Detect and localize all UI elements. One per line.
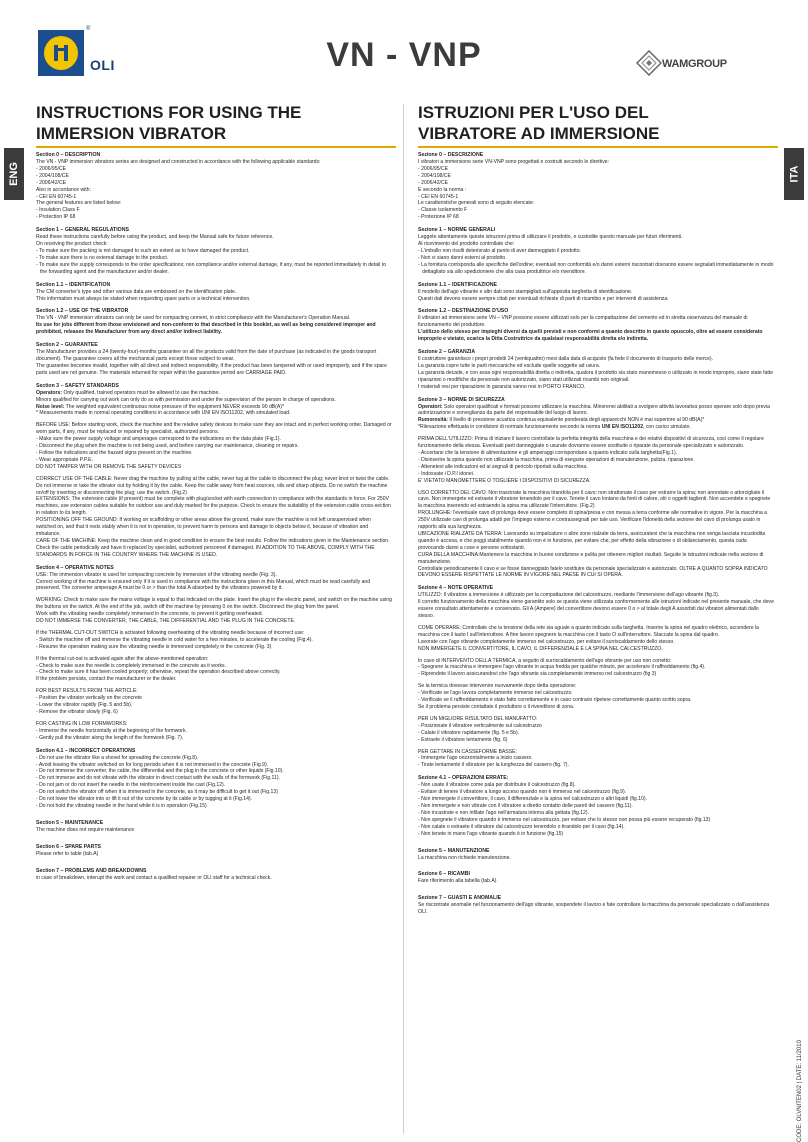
- eng-section-6: [36, 844, 392, 858]
- paragraph: BEFORE USE: Before starting work, check the machine and the relative safety devices to make sure they are intact and in perfect working order. Damaged or worn parts, if any, must be replaced or repaired by specialist, authorized persons.: [36, 422, 392, 436]
- list: [418, 664, 774, 678]
- list-item: - Immerse the needle horizontally at the beginning of the formwork.: [36, 728, 392, 735]
- eng-section-0: [36, 152, 392, 221]
- ita-section-1-2: [418, 308, 774, 343]
- eng-heading: [36, 102, 396, 144]
- list: [36, 663, 392, 677]
- list: [418, 207, 774, 221]
- list-item: - Riprendete il lavoro assicurandovi che l'ago vibrante sia completamente immerso nel calcestruzzo (fig 3): [418, 671, 774, 678]
- section-title: Section 7 – PROBLEMS AND BREAKDOWNS: [36, 867, 147, 874]
- ita-section-2: [418, 349, 774, 391]
- ita-section-3: [418, 397, 774, 580]
- list-item: - L'imballo non risulti deteriorato al punto di aver danneggiato il prodotto.: [418, 248, 774, 255]
- paragraph: [418, 417, 774, 424]
- list-item: - Make sure the power supply voltage and amperages correspond to the indications on the data plate (Fig.1).: [36, 436, 392, 443]
- section-title: Section 0 – DESCRIPTION: [36, 152, 101, 158]
- ita-section-5: [418, 848, 774, 862]
- list: [36, 166, 392, 187]
- list-item: - Do not switch the vibrator off when it is immersed in the concrete, as it may be difficult to get it out (Fig.13): [36, 789, 392, 796]
- list-item: - 2006/42/CE: [418, 180, 774, 187]
- list-item: - Immergete l'ago orizzontalmente a inizio cassero.: [418, 755, 774, 762]
- list-item: - Disinserire la spina quando non utilizzate la macchina, prima di eseguire operazioni di manutenzione, pulizia, riparazione.: [418, 457, 774, 464]
- list: [36, 436, 392, 464]
- list-item: - Indossate i D.P.I idonei.: [418, 471, 774, 478]
- paragraph: Please refer to table (tab.A): [36, 850, 99, 857]
- paragraph: CORRECT USE OF THE CABLE: Never drag the machine by pulling at the cable, never tug at the cable to disconnect the plug; never knot or twist the cable. Do not immerse or take the vibrator out by holding it by the cable. Keep the cable away from heat sources, oils and sharp objects. Do no switch the machine on/off by inserting or disconnecting the plug; use the switch. (Fig.2): [36, 475, 390, 496]
- paragraph: POSITIONING OFF THE GROUND: If working on scaffolding or other areas above the ground, make sure the machine is not left unsupervised when switched on, and that it rests stably when it is not in operation, to prevent harm to persons and damage to objects below it, because of vibration and imbalance.: [36, 517, 372, 537]
- list-item: - Tirate lentamente il vibratore per la lunghezza del cassero (fig. 7).: [418, 762, 774, 769]
- paragraph: If the thermal cut-out is activated again after the above-mentioned operation:: [36, 655, 209, 662]
- list-item: - Non calate o estraete il vibratore dal calcestruzzo tenendolo o tirandolo per il cavo (fig.14).: [418, 824, 774, 831]
- section-title: Section 1.2 – USE OF THE VIBRATOR: [36, 308, 129, 315]
- list-item: - To make sure the supply corresponds to the order specifications; non compliance and/or external damage, if any, must be reported immediately in detail to the forwarding agent and the manufacturer and/or dealer.: [36, 262, 392, 276]
- list-item: - Posizionate il vibratore verticalmente sul calcestruzzo: [418, 723, 774, 730]
- section-title: Sezione 5 – MANUTENZIONE: [418, 847, 490, 854]
- label: Operators:: [36, 389, 63, 396]
- list-item: - Accertarsi che la tensione di alimentazione e gli amperaggi corrispondano a quanto indicato sulla targhetta(Fig.1).: [418, 450, 774, 457]
- list-item: - Verificate se l'ago lavora completamente immerso nel calcestruzzo.: [418, 690, 774, 697]
- list-item: - Remove the vibrator slowly (Fig. 6): [36, 709, 392, 716]
- paragraph: Read these instructions carefully before using the product, and keep the Manual safe for future reference.: [36, 234, 274, 241]
- column-divider: [403, 104, 404, 1134]
- paragraph: La garanzia copre tutte le parti meccaniche ed esclude quelle soggette ad usura.: [418, 362, 601, 369]
- paragraph: Il costruttore garantisce i propri prodotti 24 (ventiquattro) mesi dalla data di acquisto (fa fede il documento di trasporto delle merce).: [418, 356, 714, 363]
- paragraph: The Manufacturer provides a 24 (twenty-four)-months guarantee on all the products valid from the date of purchase (as indicated in the goods transport document). The guarantee covers all the mechanical parts except those subject to wear.: [36, 349, 377, 363]
- list: [36, 637, 392, 651]
- list-item: - Non incastrate e non infilate l'ago nell'armatura interna alla gettata (fig.12).: [418, 810, 774, 817]
- eng-language-tab-label: ENG: [8, 162, 20, 186]
- section-title: Sezione 3 – NORME DI SICUREZZA: [418, 396, 505, 403]
- paragraph: I vibratori a immersione serie VN-VNP sono progettati e costruiti secondo le direttive:: [418, 159, 610, 165]
- eng-heading-line-1: INSTRUCTIONS FOR USING THE: [36, 103, 302, 122]
- ita-section-1: [418, 227, 774, 275]
- paragraph: In caso di INTERVENTO DELLA TERMICA, a seguito di surriscaldamento dell'ago vibrante per uso non corretto:: [418, 657, 672, 664]
- paragraph: Also in accordance with:: [36, 186, 91, 193]
- paragraph: UBICAZIONE RIALZATE DA TERRA: Lavorando su impalcature o altre zone rialzate da terra, assicuratevi che la macchina non venga lasciata incustodita quando è accesa, e che poggi stabilmente quando non è in funzione, per evitare che, per effetto della vibrazione o di sbilanciamento, questa cada provocando danni a cose e persone sottostanti.: [418, 530, 766, 551]
- paragraph: FOR CASTING IN LOW FORMWORKS:: [36, 720, 128, 727]
- list-item: - Non vi siano danni esterni al prodotto.: [418, 255, 774, 262]
- list: [36, 207, 392, 221]
- paragraph: * Measurements made in normal operating conditions in accordance with UNI EN ISO11202, with simulated load.: [36, 410, 291, 417]
- paragraph: The general features are listed below:: [36, 200, 122, 207]
- label: Operatori:: [418, 403, 443, 410]
- section-title: Section 1.1 – IDENTIFICATION: [36, 281, 111, 288]
- list-item: - Estraete il vibratore lentamente (fig. 6): [418, 737, 774, 744]
- paragraph: PER UN MIGLIORE RISULTATO DEL MANUFATTO:: [418, 715, 538, 722]
- ita-language-tab-label: ITA: [788, 165, 800, 183]
- list-item: - Wear appropriate P.P.E.: [36, 457, 392, 464]
- list: [418, 690, 774, 704]
- label: Noise level:: [36, 403, 65, 410]
- paragraph: Le caratteristiche generali sono di seguito elencate:: [418, 200, 535, 207]
- paragraph: PROLUNGHE: l'eventuale cavo di prolunga deve essere completo di spina/presa e con messa a terra conforme alle normative in vigore. Per la macchina a 250V utilizzate cavi di prolunga adatti per l'impiego esterno e contrassegnati per tale uso. Verificare l'idoneità della sezione del cavo di prolunga usato in rapporto alla sua lunghezza.: [418, 510, 767, 531]
- eng-section-1-1: [36, 282, 392, 303]
- list-item: - 2006/42/CE: [36, 180, 392, 187]
- list-item: - Do not lower the vibrator into or lift it out of the concrete by its cable or by tugging at it (Fig.14).: [36, 796, 392, 803]
- paragraph: UTILIZZO: Il vibratore a immersione è utilizzato per la compattazione del calcestruzzo, mediante l'immersione dell'ago vibrante (fig.3).: [418, 592, 720, 599]
- list-item: - Non spegnete il vibratore quando è immerso nel calcestruzzo, per evitare che lo stesso non possa più essere recuperato (fig.13): [418, 817, 774, 824]
- list: [36, 755, 392, 810]
- paragraph: COME OPERARE: Controllate che la tensione della rete sia uguale a quanto indicato sulla targhetta. Inserire la spina nel quadro elettrico, accendere la macchina con il tasto I sull'interruttore. A fine lavoro spegnere la macchina con il tasto O sull'interruttore. Staccate la spina dal quadro.: [418, 624, 759, 638]
- list-item: - 2006/95/CE: [418, 166, 774, 173]
- paragraph: PRIMA DELL'UTILIZZO: Prima di iniziare il lavoro controllate la perfetta integrità della macchina e dei relativi dispositivi di sicurezza, così come il regolare funzionamento della stessa. Eventuali parti danneggiate o usurate dovranno essere sostituite o riparate da personale specializzato e autorizzato.: [418, 436, 764, 450]
- list: [36, 248, 392, 276]
- text: Solo operatori qualificati e formati possono utilizzare la macchina. Minorenni abilitati a svolgere attività lavorativa posso operare solo dopo previa autorizzazione e sorveglianza da parte del responsabile del luogo di lavoro.: [418, 403, 770, 417]
- paragraph: [36, 404, 392, 411]
- ita-heading: [418, 102, 778, 144]
- eng-section-2: [36, 342, 392, 377]
- list: [36, 194, 392, 201]
- list-item: - Spegnere la macchina e immergere l'ago vibrante in acqua fredda per qualche minuto, per accelerare il raffreddamento (fig.4).: [418, 664, 774, 671]
- ita-section-1-1: [418, 282, 774, 303]
- eng-section-7: [36, 868, 392, 882]
- paragraph: Al ricevimento del prodotto controllate che:: [418, 241, 515, 248]
- paragraph: L'utilizzo dello stesso per impieghi diversi da quelli previsti e non conformi a quanto descritto in questo opuscolo, oltre ad essere considerato improprio e vietato, scarica la Ditta Costruttrice da qualsiasi responsabilità diretta e/o indiretta.: [418, 329, 763, 343]
- wamgroup-logo-text: WAMGROUP: [662, 58, 727, 70]
- paragraph: La garanzia decade, e con essa ogni responsabilità diretta o indiretta, qualora il prodotto sia stato manomesso o utilizzato in modo improprio, siano state fatte riparazioni o modifiche da personale non autorizzato, siano stati utilizzati ricambi non originali.: [418, 369, 774, 383]
- paragraph: Se la termica dovesse intervenire nuovamente dopo detta operazione:: [418, 683, 577, 690]
- section-title: Section 1 – GENERAL REGULATIONS: [36, 227, 129, 234]
- list-item: - Resume the operation making sure the vibrating needle is immersed completely in the concrete (Fig. 3): [36, 644, 392, 651]
- paragraph: Se il problema persiste contattate il produttore o il rivenditore di zona.: [418, 704, 575, 710]
- paragraph: On receiving the product check:: [36, 241, 108, 248]
- list-item: - Do not hold the vibrating needle in the hand while it is in operation (Fig.15): [36, 803, 392, 810]
- list-item: - Non immergete e non vibrate con il vibratore a diretto contatto delle pareti del cassero (fig.11).: [418, 803, 774, 810]
- paragraph: Controllate periodicamente il cavo e se fosse danneggiato fatelo sostituire da personale specializzato e autorizzato. OLTRE A QUANTO SOPRA INDICATO DEVONO ESSERE RISPETTATE LE NORME IN VIGORE NEL PAESE IN CUI SI OPERA.: [418, 565, 768, 579]
- section-title: Sezione 2 – GARANZIA: [418, 349, 476, 356]
- section-title: Sezione 4.1 – OPERAZIONI ERRATE:: [418, 775, 509, 782]
- list-item: - Do not immerse and do not vibrate with the vibrator in direct contact with the walls of the formwork (Fig.11).: [36, 775, 392, 782]
- paragraph: The machine does not require maintenance: [36, 826, 135, 833]
- list-item: - Follow the indications and the hazard signs present on the machine.: [36, 450, 392, 457]
- section-title: Sezione 7 – GUASTI E ANOMALIE: [418, 895, 502, 902]
- label: Rumorosità:: [418, 417, 448, 424]
- paragraph: USO CORRETTO DEL CAVO: Non trascinate la macchina tirandola per il cavo; non strattonate il cavo per estrarre la spina; non annodate o attorcigliate il cavo. Non immergete ed estraete il vibratore tenendolo per il cavo. Tenete il cavo lontano da fonti di calore, olii o oggetti taglienti. Non accendete e spegnete la macchina inserendo ed estraendo la spina ma utilizzate l'interruttore. (Fig.2): [418, 489, 771, 510]
- list-item: - Attenetevi alle indicazioni ed ai segnali di pericolo riportati sulla macchina.: [418, 464, 774, 471]
- list-item: - La fornitura corrisponda alle specifiche dell'ordine; eventuali non conformità e/o danni esterni riscontrati dovranno essere segnalati immediatamente in modo dettagliato sia allo spedizioniere che alla casa produttrice e/o rivenditore.: [418, 262, 774, 276]
- paragraph: Work with the vibrating needle completely immersed in the concrete, to prevent it getting overheated.: [36, 611, 263, 618]
- list-item: - 2006/95/CE: [36, 166, 392, 173]
- section-title: Sezione 1.2 – DESTINAZIONE D'USO: [418, 308, 509, 315]
- ita-section-4: [418, 585, 774, 769]
- paragraph: If the THERMAL CUT-OUT SWITCH is activated following overheating of the vibrating needle because of incorrect use:: [36, 629, 305, 636]
- list-item: - To make sure the packing is not damaged to such an extent as to have damaged the product.: [36, 248, 392, 255]
- ita-section-4-1: [418, 775, 774, 837]
- list-item: - Do not use the vibrator like a shovel for spreading the concrete (Fig.8).: [36, 755, 392, 762]
- section-title: Sezione 1 – NORME GENERALI: [418, 227, 496, 234]
- list-item: - CEI EN 60745-1: [36, 194, 392, 201]
- section-title: Section 5 – MAINTENANCE: [36, 819, 104, 826]
- list-item: - 2004/108/CE: [36, 173, 392, 180]
- ita-section-7: [418, 895, 774, 916]
- text: Only qualified, trained operators must be allowed to use the machine.: [63, 389, 220, 396]
- paragraph: DO NOT IMMERSE THE CONVERTER, THE CABLE, THE DIFFERENTIAL AND THE PLUG IN THE CONCRETE.: [36, 618, 296, 625]
- document-code: CODE: OLVNITEN02 | DATE: 11/2010: [797, 1040, 803, 1142]
- list-item: - Check to make sure it has been cooled properly; otherwise, repeat the operation described above correctly.: [36, 669, 392, 676]
- ita-column: [418, 152, 774, 916]
- eng-section-3: [36, 383, 392, 559]
- ita-section-6: [418, 871, 774, 885]
- list-item: - Insulation Class F: [36, 207, 392, 214]
- paragraph: Its use for jobs different from those envisioned and non-conform to that described in this booklet, as well as being considered improper and prohibited, releases the Manufacturer from any direct and/or indirect liability.: [36, 322, 376, 336]
- eng-section-1: [36, 227, 392, 275]
- section-title: Sezione 1.1 – IDENTIFICAZIONE: [418, 281, 497, 288]
- paragraph: [36, 390, 392, 397]
- paragraph: The VN - VNP immersion vibrators can only be used for compacting cement, in strict compliance with the Manufacturer's Operation Manual.: [36, 315, 351, 322]
- paragraph: [418, 404, 774, 418]
- paragraph: Questi dati devono essere sempre citati per eventuali richieste di parti di ricambio e per interventi di assistenza.: [418, 295, 669, 302]
- list-item: - Position the vibrator vertically on the concrete: [36, 695, 392, 702]
- paragraph: Il vibratori ad immersione serie VN – VNP possono essere utilizzati solo per la compattazione del cemento ed in stretta osservanza del manuale di funzionamento del produttore.: [418, 315, 748, 329]
- list-item: - Protezione IP 68: [418, 214, 774, 221]
- paragraph: [418, 424, 774, 431]
- list-item: - Verificate se il raffreddamento è stato fatto correttamente e in caso contrario ripetere correttamente quanto scritto sopra.: [418, 697, 774, 704]
- section-title: Section 4 – OPERATIVE NOTES: [36, 564, 114, 571]
- paragraph: CARE OF THE MACHINE: Keep the machine clean and in good condition to ensure the best results. Follow the indications given in the Maintenance section. Check the cable periodically and have it replaced by specialist, authorized personnel if damaged. IN ADDITION TO THE ABOVE, COMPLY WITH THE STANDARDS IN FORCE IN THE COUNTRY WHERE THE MACHINE IS USED.: [36, 537, 390, 558]
- paragraph: La macchina non richiede manutenzione.: [418, 854, 511, 861]
- paragraph: I materiali resi per riparazione in garanzia vanno resi in PORTO FRANCO.: [418, 383, 586, 390]
- list-item: - To make sure there is no external damage to the product.: [36, 255, 392, 262]
- oli-logo-text: OLI: [90, 57, 115, 73]
- list-item: - Non tenete in mano l'ago vibrante quando è in funzione (fig.15): [418, 831, 774, 838]
- paragraph: CURA DELLA MACCHINA:Mantenere la macchina in buone condizione e pulita per ottenere migliori risultati. Seguite le istruzioni indicate nella sezione di manutenzione.: [418, 551, 764, 565]
- section-title: Section 4.1 – INCORRECT OPERATIONS: [36, 747, 136, 754]
- eng-section-1-2: [36, 308, 392, 336]
- list: [418, 723, 774, 744]
- list-item: - Non usate il vibratore come pala per distribuire il calcestruzzo (fig.8).: [418, 782, 774, 789]
- text: *Rilevazione effettuata in condizioni di normale funzionamento secondo la norma: [418, 424, 602, 431]
- paragraph: E' VIETATO MANOMETTERE O TOGLIERE I DISPOSITIVI DI SICUREZZA.: [418, 477, 591, 484]
- list: [418, 450, 774, 478]
- section-title: Section 3 – SAFETY STANDARDS: [36, 382, 119, 389]
- list: [418, 194, 774, 201]
- paragraph: WORKING: Check to make sure the mains voltage is equal to that indicated on the plate. Insert the plug in the electric panel, and switch on the machine using the buttons on the switch. At the end of the job, switch off the machine by pressing 0 on the switch. Disconnect the plug from the panel.: [36, 597, 392, 611]
- ita-heading-line-1: ISTRUZIONI PER L'USO DEL: [418, 103, 649, 122]
- paragraph: Minors qualified for carrying out work can only do so with permission and under the supervision of the person in charge of operations.: [36, 396, 336, 403]
- paragraph: Leggete attentamente queste istruzioni prima di utilizzare il prodotto, e custodite questo manuale per futuri riferimenti.: [418, 234, 683, 241]
- list-item: - Disconnect the plug when the machine is not being used, and before carrying our maintenance, cleaning or repairs.: [36, 443, 392, 450]
- eng-section-5: [36, 820, 392, 834]
- paragraph: Il corretto funzionamento della macchina viene garantito solo se questa viene utilizzata conformemente alle istruzioni indicate nel presente manuale, che deve essere consultato attentamente e conservato. Gli A (Ampere) del convertitore devono essere 0 o > al totale degli A assorbiti dai vibratori alimentati dallo stesso.: [418, 599, 774, 620]
- list-item: - 2004/108/CE: [418, 173, 774, 180]
- list-item: - Avoid leaving the vibrator switched on for long periods when it is not immersed in the concrete (Fig.9).: [36, 762, 392, 769]
- paragraph: The guarantee becomes invalid, together with all direct and indirect responsibility, if the product has been tampered with or used improperly, and if the spare parts used are not genuine. The materials returned for repair within the guarantee period are CARRIAGE PAID.: [36, 362, 387, 376]
- paragraph: DO NOT TAMPER WITH OR REMOVE THE SAFETY DEVICES: [36, 463, 182, 470]
- list-item: - Evitare di tenere il vibratore a lungo acceso quando non è immerso nel calcestruzzo (fig.9).: [418, 789, 774, 796]
- section-title: Sezione 4 – NOTE OPERATIVE: [418, 585, 494, 592]
- paragraph: Fare riferimento alla tabella (tab.A): [418, 878, 497, 885]
- list-item: - Do not immerse the converter, the cable, the differential and the plug in the concrete or other liquids (Fig.10).: [36, 768, 392, 775]
- ita-heading-line-2: VIBRATORE AD IMMERSIONE: [418, 124, 660, 143]
- ita-language-tab: [784, 148, 804, 200]
- list-item: - CEI EN 60745-1: [418, 194, 774, 201]
- standard-code: UNI EN ISO11202: [601, 424, 644, 431]
- eng-heading-line-2: IMMERSION VIBRATOR: [36, 124, 227, 143]
- text: The weighted equivalent continuous noise pressure of the equipment NEVER exceeds 90 dB(A)*: [65, 403, 284, 410]
- paragraph: The CM converter's type and other various data are embossed on the identification plate.: [36, 288, 237, 295]
- list-item: - Check to make sure the needle is completely immersed in the concrete as it works.: [36, 663, 392, 670]
- section-title: Sezione 6 – RICAMBI: [418, 871, 470, 878]
- list-item: - Calate il vibratore rapidamente (fig. 5 e 5b).: [418, 730, 774, 737]
- list-item: - Do not jam or do not insert the needle in the reinforcement inside the cast (Fig.12).: [36, 782, 392, 789]
- list-item: - Classe isolamento F: [418, 207, 774, 214]
- paragraph: This information must always be stated when requesting spare parts or a technical intervention.: [36, 295, 251, 302]
- paragraph: PER GETTARE IN CASSEFORME BASSE:: [418, 748, 517, 755]
- list-item: - Gently pull the vibrator along the length of the formwork (Fig. 7).: [36, 735, 392, 742]
- registered-mark: ®: [86, 26, 91, 32]
- paragraph: Correct working of the machine is ensured only if it is used in compliance with the instructions given in this Manual, which must be read carefully and preserved. The converter amperage A must be 0 or > than the total A absorbed by the vibrators powered by it.: [36, 578, 371, 592]
- list: [418, 755, 774, 769]
- list-item: - Lower the vibrator rapidly (Fig. 5 and 5b).: [36, 702, 392, 709]
- wamgroup-logo-icon: [636, 50, 662, 76]
- ita-section-0: [418, 152, 774, 221]
- eng-section-4: [36, 565, 392, 742]
- paragraph: Il modello dell'ago vibrante e altri dati sono stampigliati sull'apposita targhetta di identificazione.: [418, 288, 633, 295]
- list-item: - Switch the machine off and immerse the vibrating needle in cold water for a few minutes, to accelerate the cooling (Fig.4).: [36, 637, 392, 644]
- paragraph: FOR BEST RESULTS FROM THE ARTICLE:: [36, 688, 138, 695]
- list: [36, 695, 392, 716]
- paragraph: EXTENSIONS: The extension cable (if present) must be complete with plug/socket with earth connection in compliance with the standards in force. For 250V machines, use extension cables suitable for outdoor use and duly marked for the purpose. Check to ensure the suitability of the extension cable cross-section in relation to its length.: [36, 496, 391, 517]
- list: [418, 166, 774, 187]
- paragraph: E secondo la norma :: [418, 186, 467, 193]
- eng-heading-rule: [36, 146, 396, 148]
- paragraph: in case of breakdown, interupt the work and contact a qualified repairer or OLI staff for a technical check.: [36, 874, 272, 881]
- section-title: Section 2 – GUARANTEE: [36, 342, 98, 349]
- paragraph: NON IMMERGETE IL CONVERTITORE, IL CAVO, IL DIFFERENZIALE E LA SPINA NEL CALCESTRUZZO.: [418, 645, 663, 652]
- list: [418, 248, 774, 276]
- text: Il livello di pressione acustica continua equivalente ponderata degli apparecchi NON è mai superiore ai 90 dB(A)*: [449, 417, 705, 424]
- section-title: Section 6 – SPARE PARTS: [36, 843, 101, 850]
- list: [418, 782, 774, 837]
- paragraph: The VN - VNP immersion vibrators series are designed and constructed in accordance with the following applicable standards:: [36, 159, 321, 165]
- eng-section-4-1: [36, 748, 392, 810]
- list: [36, 728, 392, 742]
- text: , con carico simulato.: [643, 424, 691, 431]
- list-item: - Non immergete il convertitore, il cavo, il differenziale e la spina nel calcestruzzo o altri liquidi (fig.10).: [418, 796, 774, 803]
- paragraph: Se riscontrate anomalie nel funzionamento dell'ago vibrante, sospendete il lavoro e fate controllare la macchina da personale specializzato o dall'assistenza OLI.: [418, 902, 770, 916]
- section-title: Sezione 0 – DESCRIZIONE: [418, 152, 484, 158]
- list-item: - Protection IP 68: [36, 214, 392, 221]
- paragraph: If the problem persists, contact the manufacturer or the dealer.: [36, 676, 177, 683]
- paragraph: USE: The immersion vibrator is used for compacting concrete by immersion of the vibrating needle (Fig. 3).: [36, 571, 277, 578]
- paragraph: Lavorate con l'ago vibrante completamente immerso nel calcestruzzo, per evitare il surriscaldamento dello stesso.: [418, 638, 675, 645]
- page-title: VN - VNP: [326, 36, 482, 74]
- eng-column: [36, 152, 392, 882]
- ita-heading-rule: [418, 146, 778, 148]
- eng-language-tab: [4, 148, 24, 200]
